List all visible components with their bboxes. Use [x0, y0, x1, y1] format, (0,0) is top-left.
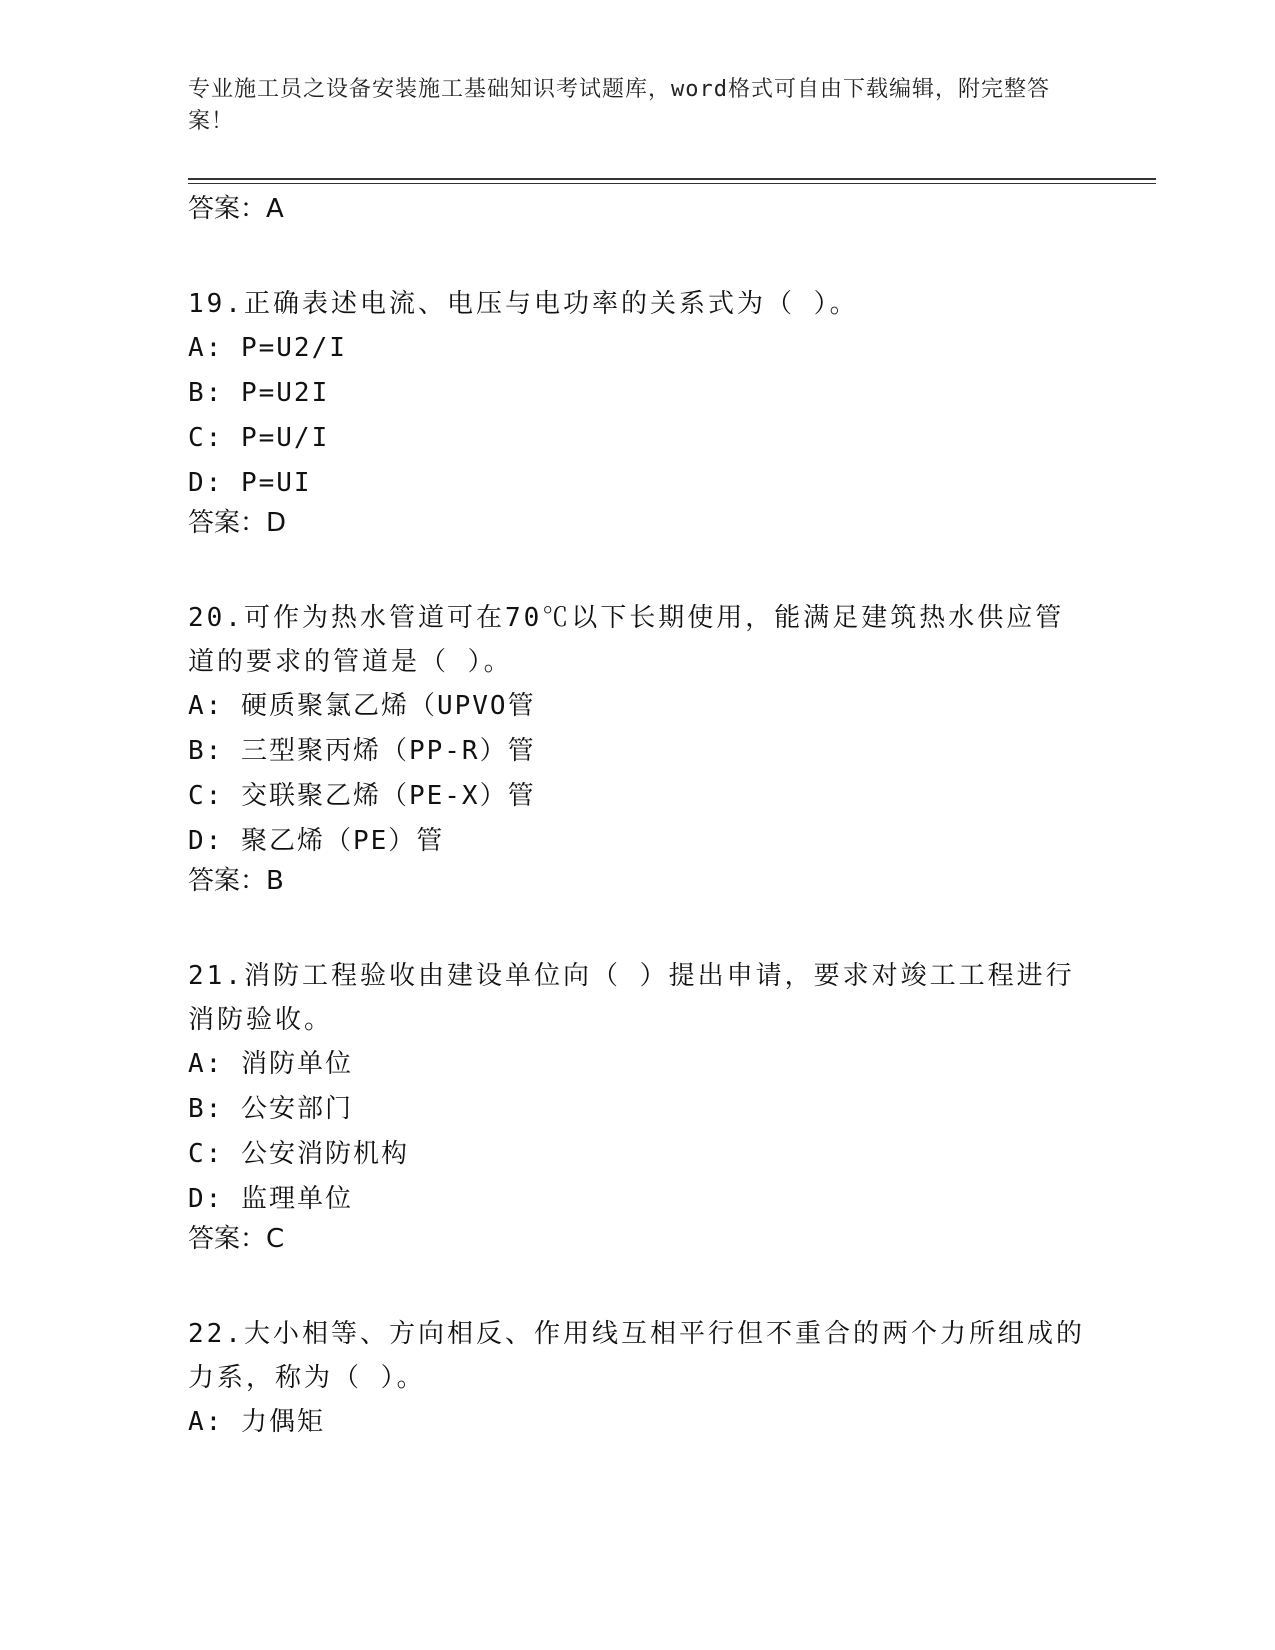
answer-line: 答案：B: [188, 866, 284, 896]
question-22: [188, 1312, 1088, 1445]
question-stem: 21.消防工程验收由建设单位向（ ）提出申请，要求对竣工工程进行消防验收。: [188, 961, 1075, 1035]
answer-line: 答案：C: [188, 1224, 285, 1254]
option-a: A: 力偶矩: [188, 1407, 325, 1437]
option-b: B: P=U2I: [188, 378, 330, 408]
option-b: B: 三型聚丙烯（PP-R）管: [188, 736, 536, 766]
option-a: A: 消防单位: [188, 1049, 353, 1079]
question-stem: 22.大小相等、方向相反、作用线互相平行但不重合的两个力所组成的力系，称为（ ）。: [188, 1319, 1085, 1393]
option-c: C: 公安消防机构: [188, 1139, 409, 1169]
option-a: A: 硬质聚氯乙烯（UPVO管: [188, 691, 536, 721]
option-a: A: P=U2/I: [188, 333, 347, 363]
header-rule-thin: [188, 183, 1156, 184]
question-list: [188, 192, 1088, 1445]
option-c: C: P=U/I: [188, 423, 330, 453]
option-c: C: 交联聚乙烯（PE-X）管: [188, 781, 536, 811]
question-21: [188, 954, 1088, 1256]
question-19: [188, 282, 1088, 540]
option-b: B: 公安部门: [188, 1094, 353, 1124]
option-d: D: P=UI: [188, 468, 312, 498]
question-stem: 20.可作为热水管道可在70℃以下长期使用，能满足建筑热水供应管道的要求的管道是（ ）。: [188, 603, 1065, 677]
option-d: D: 聚乙烯（PE）管: [188, 826, 445, 856]
header-rule-thick: [188, 178, 1156, 180]
answer-line: 答案：A: [188, 194, 284, 224]
document-header: 专业施工员之设备安装施工基础知识考试题库，word格式可自由下载编辑，附完整答案！: [188, 77, 1050, 134]
question-stem: 19.正确表述电流、电压与电功率的关系式为（ ）。: [188, 289, 859, 319]
option-d: D: 监理单位: [188, 1184, 353, 1214]
question-20: [188, 596, 1088, 898]
answer-line: 答案：D: [188, 508, 287, 538]
